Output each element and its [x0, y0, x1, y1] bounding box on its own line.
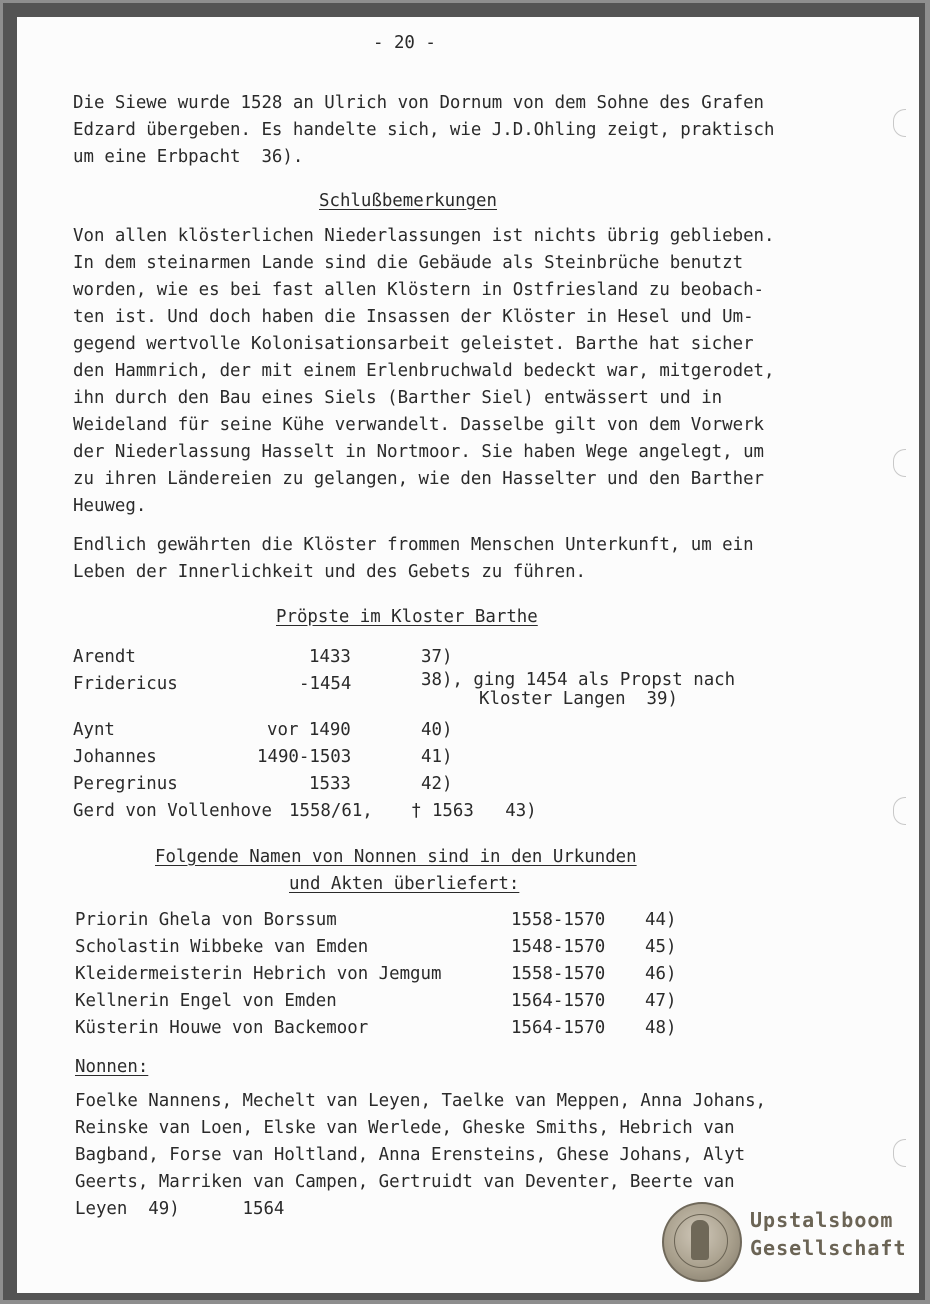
body-line: Weideland für seine Kühe verwandelt. Dasselbe gilt von dem Vorwerk: [73, 415, 765, 435]
official-note: 48): [645, 1018, 677, 1038]
official-note: 44): [645, 910, 677, 930]
official-years: 1564-1570: [511, 1018, 606, 1038]
punch-hole-mark: [893, 797, 906, 825]
body-line: worden, wie es bei fast allen Klöstern in Ostfriesland zu beobach-: [73, 280, 765, 300]
provost-name: Peregrinus: [73, 774, 178, 794]
official-years: 1548-1570: [511, 937, 606, 957]
provost-name: Fridericus: [73, 674, 178, 694]
official-years: 1558-1570: [511, 910, 606, 930]
logo-line-1: Upstalsboom: [750, 1208, 894, 1232]
provost-name: Gerd von Vollenhove: [73, 801, 272, 821]
scan-frame: [3, 3, 925, 1300]
provost-year: -1454: [299, 674, 352, 694]
provost-note: 42): [421, 774, 453, 794]
section-heading: Schlußbemerkungen: [319, 191, 497, 211]
provost-note: † 1563 43): [411, 801, 537, 821]
body-line: der Niederlassung Hasselt in Nortmoor. Sie haben Wege angelegt, um: [73, 442, 765, 462]
provost-note: 40): [421, 720, 453, 740]
official-note: 45): [645, 937, 677, 957]
punch-hole-mark: [893, 449, 906, 477]
provost-note-cont: Kloster Langen 39): [479, 689, 678, 709]
nuns-heading: Folgende Namen von Nonnen sind in den Urkunden: [155, 847, 637, 867]
official-name: Küsterin Houwe von Backemoor: [75, 1018, 369, 1038]
punch-hole-mark: [893, 1139, 906, 1167]
official-name: Priorin Ghela von Borssum: [75, 910, 337, 930]
provost-year: 1558/61,: [289, 801, 373, 821]
nonnen-line: Foelke Nannens, Mechelt van Leyen, Taelke van Meppen, Anna Johans,: [75, 1091, 767, 1111]
provost-name: Aynt: [73, 720, 115, 740]
nonnen-label: Nonnen:: [75, 1057, 149, 1077]
logo-line-2: Gesellschaft: [750, 1236, 907, 1260]
provost-note: 41): [421, 747, 453, 767]
provost-year: 1433: [309, 647, 351, 667]
provost-note: 37): [421, 647, 453, 667]
official-note: 47): [645, 991, 677, 1011]
provost-year: 1490-1503: [257, 747, 352, 767]
nonnen-line: Bagband, Forse van Holtland, Anna Erensteins, Ghese Johans, Alyt: [75, 1145, 746, 1165]
body-line: Heuweg.: [73, 496, 147, 516]
closing-line: Endlich gewährten die Klöster frommen Menschen Unterkunft, um ein: [73, 535, 754, 555]
official-years: 1564-1570: [511, 991, 606, 1011]
upstalsboom-logo: [662, 1202, 912, 1282]
page-number: - 20 -: [373, 33, 436, 53]
document-page: [17, 17, 919, 1293]
body-line: gegend wertvolle Kolonisationsarbeit geleistet. Barthe hat sicher: [73, 334, 754, 354]
intro-line: Die Siewe wurde 1528 an Ulrich von Dornum von dem Sohne des Grafen: [73, 93, 765, 113]
body-line: Von allen klösterlichen Niederlassungen ist nichts übrig geblieben.: [73, 226, 775, 246]
seal-icon: [662, 1202, 742, 1282]
intro-line: um eine Erbpacht 36).: [73, 147, 304, 167]
official-note: 46): [645, 964, 677, 984]
nuns-heading: und Akten überliefert:: [289, 874, 520, 894]
nonnen-line: Reinske van Loen, Elske van Werlede, Gheske Smiths, Hebrich van: [75, 1118, 735, 1138]
official-name: Kellnerin Engel von Emden: [75, 991, 337, 1011]
provost-year: 1533: [309, 774, 351, 794]
body-line: den Hammrich, der mit einem Erlenbruchwald bedeckt war, mitgerodet,: [73, 361, 775, 381]
provost-name: Johannes: [73, 747, 157, 767]
body-line: ten ist. Und doch haben die Insassen der Klöster in Hesel und Um-: [73, 307, 754, 327]
provost-name: Arendt: [73, 647, 136, 667]
intro-line: Edzard übergeben. Es handelte sich, wie J.D.Ohling zeigt, praktisch: [73, 120, 775, 140]
body-line: ihn durch den Bau eines Siels (Barther Siel) entwässert und in: [73, 388, 723, 408]
body-line: In dem steinarmen Lande sind die Gebäude als Steinbrüche benutzt: [73, 253, 744, 273]
nonnen-line: Geerts, Marriken van Campen, Gertruidt van Deventer, Beerte van: [75, 1172, 735, 1192]
provosts-heading: Pröpste im Kloster Barthe: [276, 607, 538, 627]
punch-hole-mark: [893, 109, 906, 137]
official-years: 1558-1570: [511, 964, 606, 984]
official-name: Kleidermeisterin Hebrich von Jemgum: [75, 964, 442, 984]
nonnen-line: Leyen 49) 1564: [75, 1199, 285, 1219]
body-line: zu ihren Ländereien zu gelangen, wie den Hasselter und den Barther: [73, 469, 765, 489]
closing-line: Leben der Innerlichkeit und des Gebets zu führen.: [73, 562, 587, 582]
official-name: Scholastin Wibbeke van Emden: [75, 937, 369, 957]
provost-note: 38), ging 1454 als Propst nach: [421, 670, 736, 690]
provost-year: vor 1490: [267, 720, 351, 740]
